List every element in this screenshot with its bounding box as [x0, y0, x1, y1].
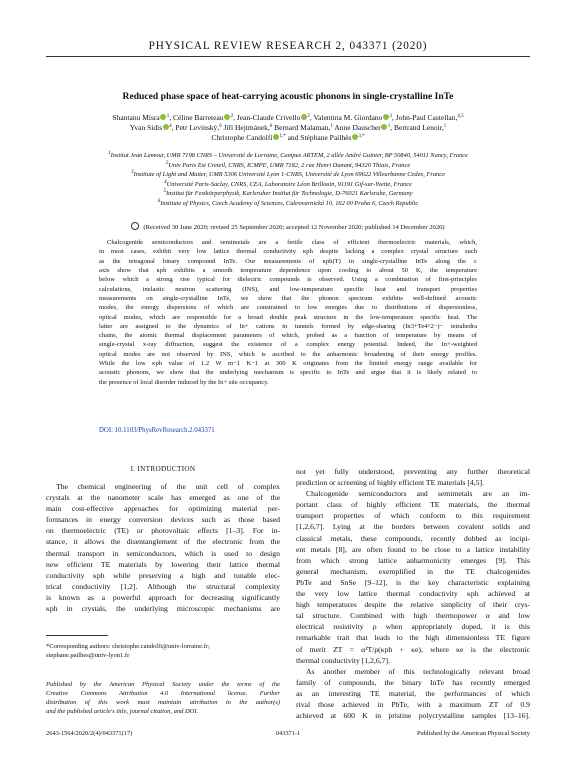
affiliation-sup: 6 [269, 124, 273, 130]
body-text-line: κph in crystals, the underlying microscopic mechanisms are [46, 604, 280, 614]
abstract-line: acoustic phonons, we show that the underlying mechanism is specific to InTe and argue that it is likely related to [99, 369, 477, 377]
author-line-3 [52, 133, 524, 143]
body-text-line: Chalcogenide semiconductors and semimetals are an im- [306, 489, 530, 499]
affiliation-sup: 4 [169, 124, 172, 130]
affiliation [36, 180, 540, 190]
footer-publisher: Published by the American Physical Society [416, 730, 530, 737]
affiliation-number: 4 [164, 179, 167, 185]
affiliation-text: Institut für Festkörperphysik, Karlsruher Institut für Technologie, D-76021 Karlsruhe, Germany [165, 190, 413, 198]
author-name: , John-Paul Castellan, [391, 113, 458, 122]
body-text-line: thermal transport in semiconductors, which is used to design [46, 548, 280, 558]
body-text-line: remarkable trait that leads to the high dimensionless TE figure [296, 633, 530, 643]
affiliation-text: Institute of Physics, Czech Academy of Sciences, Cukrovarnická 10, 162 00 Praha 6, Czech Republic [160, 199, 419, 207]
abstract-line: measurements on single-crystalline InTe, we show that the phonon spectrum exhibits well-defined acoustic [99, 294, 477, 302]
body-text-line: prediction or screening of highly efficient TE materials [4,5]. [296, 478, 484, 488]
author-name: , Jean-Claude Crivello [233, 113, 301, 122]
abstract-line: single-crystal x-ray diffraction, suggest the existence of a complex energy potential. Indeed, the In+-weighted [99, 341, 477, 349]
received-dates [0, 222, 576, 231]
body-text-line: As another member of this technologically relevant broad [306, 666, 530, 676]
abstract-line: below which a strong rise typical for dielectric compounds is observed. Using a combination of first-principles [99, 276, 477, 284]
body-text-line: high temperatures despite the relative simplicity of their crys- [296, 600, 530, 610]
author-name: Christophe Candolfi [211, 133, 273, 143]
body-text-line: main cost-effective approaches for optimizing material per- [46, 504, 280, 514]
right-column-text [296, 466, 530, 721]
body-text-line: family of compounds, the binary InTe has recently emerged [296, 677, 530, 687]
body-text-line: conductivity κph while preserving a high and tunable elec- [46, 570, 280, 580]
body-text-line: from which strong lattice anharmonicity emerges [9]. This [296, 555, 530, 565]
header-rule [46, 56, 530, 57]
license-line: and the published article's title, journal citation, and DOI. [46, 708, 199, 715]
author-name: Anne Dauscher [332, 123, 381, 133]
body-text-line: stance, it allows the disentanglement of the electronic from the [46, 537, 280, 547]
orcid-icon[interactable] [163, 124, 169, 130]
affiliation [36, 199, 540, 209]
body-text-line: formances in energy conversion devices such as those based [46, 515, 280, 525]
author-name: Bernard Malaman, [272, 123, 331, 133]
body-text-line: rival those achieved in PbTe, with a maximum ZT of 0.9 [296, 699, 530, 709]
body-text-line: tal structure. Combined with high thermopower α and low [296, 611, 530, 621]
author-name: Yvan Sidis [129, 123, 163, 133]
body-text-line: portant class of highly efficient TE materials, the thermal [296, 500, 530, 510]
body-text-line: The chemical engineering of the unit cell of complex [56, 482, 280, 491]
body-text-line: the very low lattice thermal conductivity κph achieved at [296, 589, 530, 599]
footnote-rule [46, 635, 108, 636]
affiliation-list [36, 151, 540, 209]
affiliation [36, 170, 540, 180]
affiliation-sup: 2 [230, 114, 234, 119]
body-text-line: [1,2,6,7]. Lying at the borders between covalent solids and [296, 522, 530, 532]
affiliation-sup: 1,* [279, 134, 286, 140]
affiliation-sup: 1 [166, 114, 170, 119]
author-name: , Valentina M. Giordano [309, 113, 383, 122]
body-text-line: ent metals [8], are often found to be close to a lattice instability [296, 544, 530, 554]
author-name: and Stéphane Pailhès [285, 133, 352, 143]
orcid-icon[interactable] [160, 114, 166, 120]
orcid-icon[interactable] [381, 124, 387, 130]
article-title: Reduced phase space of heat-carrying acoustic phonons in single-crystalline InTe [122, 91, 454, 102]
body-text-line: trical conductivity [1,2]. Although the structural complexity [46, 581, 280, 591]
section-heading: I. INTRODUCTION [130, 465, 196, 473]
journal-header: PHYSICAL REVIEW RESEARCH 2, 043371 (2020) [148, 40, 428, 52]
orcid-icon[interactable] [224, 114, 230, 120]
body-text-line: crystals at the nanometer scale has emerged as one of the [46, 493, 280, 503]
author-name: Jiří Hejtmánek, [221, 123, 270, 133]
license-line: Published by the American Physical Society under the terms of the [46, 681, 280, 688]
affiliation-number: 6 [157, 198, 161, 204]
license-line: distribution of this work must maintain attribution to the author(s) [46, 699, 280, 706]
corresponding-authors-footnote [46, 642, 280, 660]
affiliation-text: Univ Paris Est Creteil, CNRS, ICMPE, UMR 7182, 2 rue Henri Dunant, 94320 Thiais, France [168, 161, 411, 169]
body-text-line: classical metals, these compounds, recently dubbed as incipi- [296, 533, 530, 543]
footnote-line: *Corresponding authors: christophe.candolfi@univ-lorraine.fr; [46, 643, 210, 650]
abstract-line: as the tetragonal binary compound InTe. Our measurements of κph(T) in single-crystalline InTe along the c [99, 257, 477, 265]
orcid-icon[interactable] [383, 114, 389, 120]
affiliation-sup: 6 [219, 124, 222, 130]
affiliation-sup: 1 [387, 124, 391, 130]
abstract-line: While the low κph value of 1.2 W m−1 K−1 at 300 K originates from the limited energy range available for [99, 360, 477, 368]
author-name: , Céline Barreteau [169, 113, 224, 122]
affiliation-sup: 2 [307, 114, 310, 119]
footer-issn: 2643-1564/2020/2(4)/043371(17) [46, 730, 133, 737]
affiliation [36, 151, 540, 161]
affiliation-sup: 1 [330, 124, 333, 130]
abstract-line: in most cases, exhibit very low lattice thermal conductivity κph despite lacking a complex crystal structure such [99, 248, 477, 256]
affiliation [36, 189, 540, 199]
affiliation-number: 2 [165, 160, 169, 166]
orcid-icon[interactable] [352, 134, 358, 140]
body-text-line: is known as a powerful approach for decreasing significantly [46, 592, 280, 602]
body-text-line: achieved at 600 K in pristine polycrystalline samples [13–16]. [296, 711, 530, 721]
abstract-line: Chalcogenide semiconductors and semimetals are a fertile class of efficient thermoelectric materials, which, [107, 239, 477, 246]
body-text-line: not yet fully understood, preventing any further theoretical [296, 467, 530, 476]
author-name: , Bertrand Lenoir, [390, 123, 444, 133]
license-line: Creative Commons Attribution 4.0 International license. Further [46, 690, 280, 697]
affiliation-number: 5 [163, 189, 166, 195]
affiliation [36, 161, 540, 171]
affiliation-sup: 3 [389, 114, 392, 119]
left-column-text [46, 481, 280, 614]
abstract-line: axis show that κph exhibits a smooth temperature dependence upon cooling to about 50 K, the temperature [99, 266, 477, 274]
check-updates-icon[interactable] [131, 222, 139, 230]
body-text-line: thermal conductivity [1,2,6,7]. [296, 655, 390, 665]
body-text-line: of merit ZT = α²T/ρ(κph + κe), where κe is the electronic [296, 644, 530, 654]
affiliation-number: 3 [131, 170, 134, 176]
abstract-line: optical modes are not observed by INS, which is ascribed to the anharmonic broadening of their energy profiles. [99, 350, 477, 358]
affiliation-sup: 4,5 [457, 114, 464, 119]
affiliation-text: Institute of Light and Matter, UMR 5306 Université Lyon 1-CNRS, Université de Lyon 69622 Villeurbanne Cedex, France [133, 171, 445, 179]
abstract-line: modes, the energy dispersions of which are constrained to low energies due to distributions of dispersionless, [99, 304, 477, 312]
author-list [52, 113, 524, 144]
body-text-line: electrical resistivity ρ when appropriately doped, it is this [296, 622, 530, 632]
footer-page-number: 043371-1 [275, 730, 301, 737]
body-text-line: transport properties of which conform to this requirement [296, 511, 530, 521]
abstract-line: the presence of local disorder induced by the In+ site occupancy. [99, 378, 269, 386]
body-text-line: PbTe and SnSe [9–12], is the key characteristic explaining [296, 577, 530, 587]
abstract [99, 238, 477, 387]
abstract-line: latter are assigned to the dynamics of In+ cations in tunnels formed by edge-sharing (In3+Te4^2−)− tetrahedra [99, 322, 477, 330]
affiliation-text: Institut Jean Lamour, UMR 7198 CNRS – Université de Lorraine, Campus ARTEM, 2 allée André Guinier, BP 50840, 54011 Nancy, France [110, 152, 468, 159]
author-name: , Petr Levinský, [171, 123, 220, 133]
doi-line [99, 427, 215, 434]
affiliation-text: Université Paris-Saclay, CNRS, CEA, Laboratoire Léon Brillouin, 91191 Gif-sur-Yvette, France [166, 180, 412, 188]
doi-link[interactable]: DOI: 10.1103/PhysRevResearch.2.043371 [99, 427, 215, 434]
abstract-line: calculations, inelastic neutron scattering (INS), and low-temperature specific heat and transport properties [99, 285, 477, 293]
affiliation-sup: 1 [443, 124, 447, 130]
affiliation-sup: 3,* [358, 134, 365, 140]
author-line-1 [52, 113, 524, 123]
footnote-line: stephane.pailhes@univ-lyon1.fr [46, 652, 130, 659]
received-text: (Received 30 June 2020; revised 25 September 2020; accepted 12 November 2020; published 14 December 2020) [143, 224, 445, 231]
author-line-2 [52, 123, 524, 133]
abstract-line: chains, the atomic thermal displacement parameters of which, probed as a function of temperature by means of [99, 332, 477, 340]
body-text-line: as an interesting TE material, the performances of which [296, 688, 530, 698]
affiliation-number: 1 [108, 151, 111, 156]
orcid-icon[interactable] [301, 114, 307, 120]
author-name: Shantanu Misra [112, 113, 160, 122]
body-text-line: new efficient TE materials by lowering their lattice thermal [46, 559, 280, 569]
body-text-line: on thermoelectric (TE) or photovoltaic effects [1–3]. For in- [46, 526, 280, 536]
abstract-line: optical modes, which are responsible for a broad double peak structure in the low-temperature specific heat. The [99, 313, 477, 321]
license-notice [46, 680, 280, 716]
body-text-line: general mechanism, exemplified in the TE chalcogenides [296, 566, 530, 576]
